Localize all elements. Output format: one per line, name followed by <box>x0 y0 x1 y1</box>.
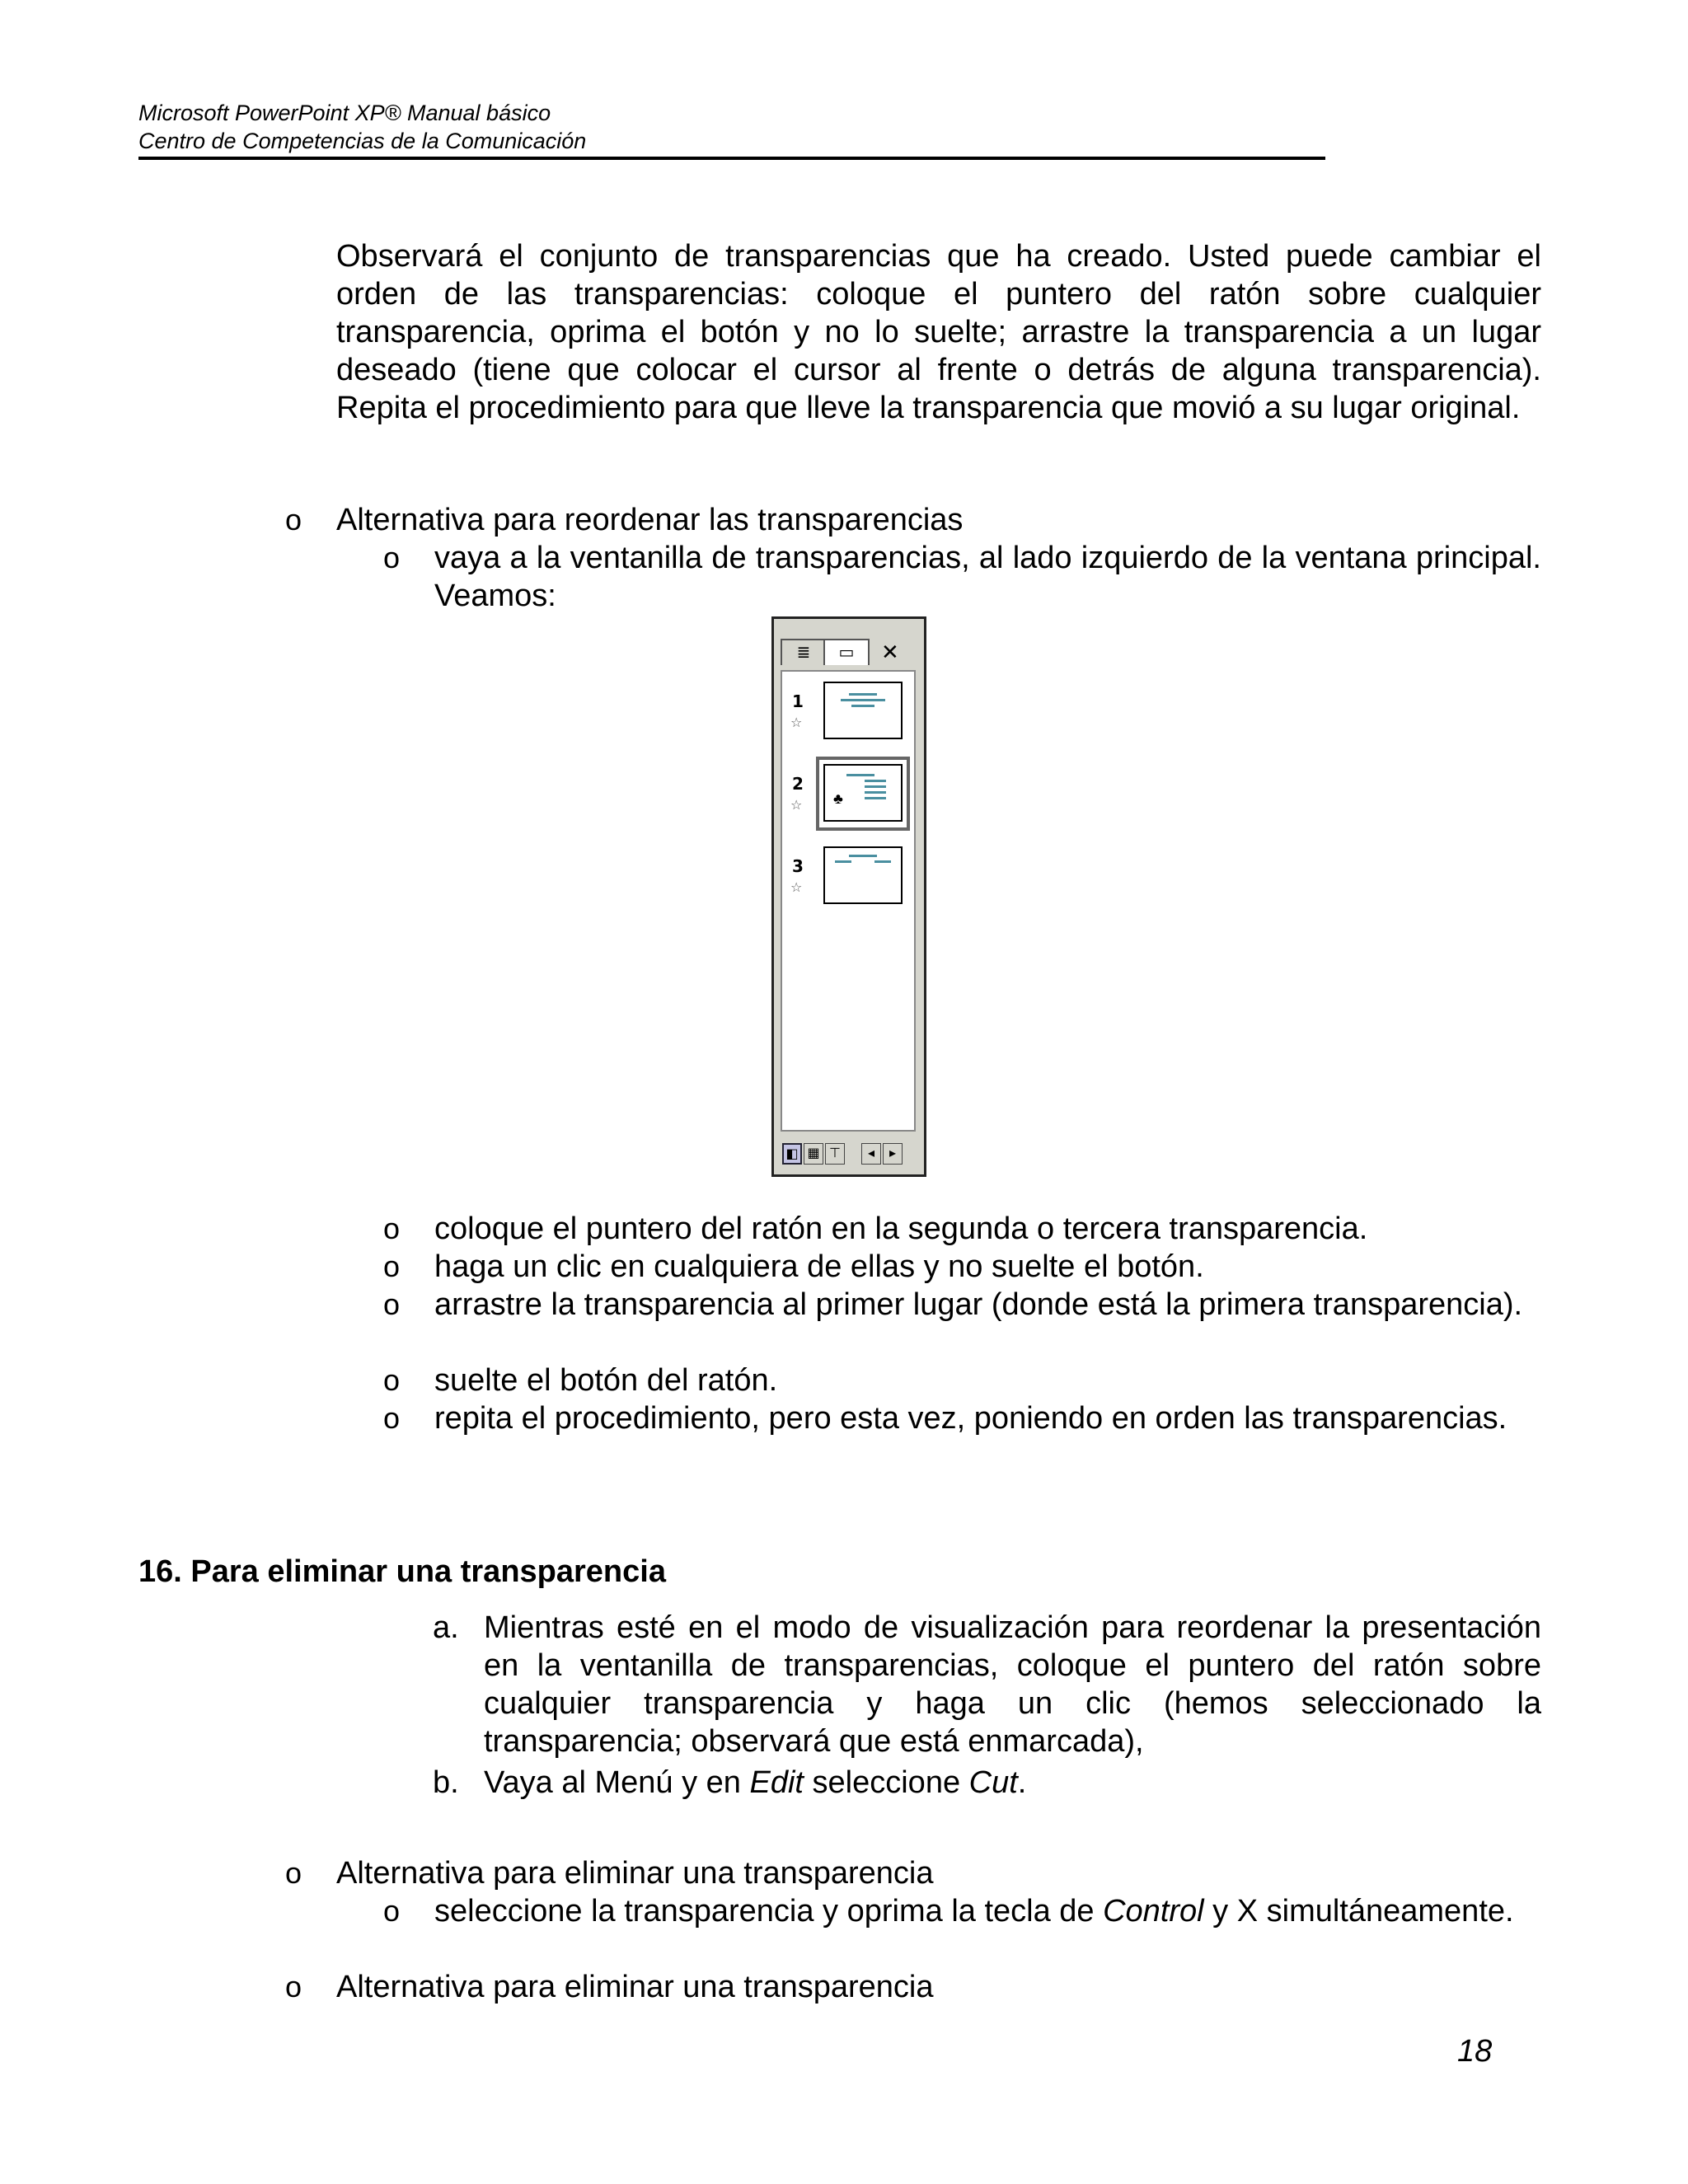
view-buttons-bar <box>781 1140 917 1169</box>
slides-tab[interactable] <box>823 639 870 665</box>
menu-cut: Cut <box>968 1765 1018 1800</box>
bullet-marker: o <box>383 1401 401 1435</box>
alt-delete-sub-item <box>383 1892 1541 1930</box>
bullet-marker: o <box>285 1970 302 2004</box>
outline-icon: ≣ <box>796 644 811 662</box>
slide-thumbnails-list <box>781 670 916 1132</box>
alt-delete-item <box>285 1854 1541 1892</box>
slides-pane-screenshot <box>771 616 926 1177</box>
step-text: coloque el puntero del ratón en la segunda o tercera transparencia. <box>434 1212 1368 1246</box>
header-rule <box>138 157 1325 160</box>
slide-number: 2 <box>792 774 804 794</box>
alt-delete-sub-post: y X simultáneamente. <box>1203 1894 1514 1929</box>
slide-transition-icon: ☆ <box>790 799 803 813</box>
bullet-marker: o <box>285 1856 302 1890</box>
bullet-marker: o <box>285 503 302 537</box>
step-text: suelte el botón del ratón. <box>434 1363 778 1398</box>
alt-reorder-sub-item <box>383 539 1541 615</box>
alt-reorder-item <box>285 501 1541 539</box>
intro-paragraph: Observará el conjunto de transparencias que ha creado. Usted puede cambiar el orden de las transparencias: coloque el puntero del ratón sobre cualquier transparencia, oprima el botón y no lo suelte; arrastre la transparencia a un lugar deseado (tiene que colocar el cursor al frente o detrás de alguna transparencia). Repita el procedimiento para que lleve la transparencia que movió a su lugar original. <box>336 239 1541 425</box>
slide-thumbnail-2[interactable] <box>823 764 903 822</box>
page-header <box>138 99 1325 155</box>
page-number: 18 <box>1457 2034 1493 2069</box>
step-item <box>383 1399 1541 1437</box>
list-marker: b. <box>433 1765 459 1800</box>
step-text: arrastre la transparencia al primer lugar (donde está la primera transparencia). <box>434 1287 1523 1322</box>
alt-delete-sub-pre: seleccione la transparencia y oprima la tecla de <box>434 1894 1104 1929</box>
bullet-marker: o <box>383 1287 401 1321</box>
header-subtitle: Centro de Competencias de la Comunicación <box>138 129 587 153</box>
step-text: haga un clic en cualquiera de ellas y no suelte el botón. <box>434 1249 1204 1284</box>
key-control: Control <box>1103 1894 1204 1929</box>
slide-thumbnail-1[interactable] <box>823 682 903 739</box>
slideshow-icon[interactable]: ⊤ <box>825 1143 845 1165</box>
list-item-a-text: Mientras esté en el modo de visualización para reordenar la presentación en la ventanilla de transparencias, coloque el puntero del ratón sobre cualquier transparencia y haga un clic (hemos seleccionado la transparencia; observará que está enmarcada), <box>484 1610 1541 1759</box>
slide-transition-icon: ☆ <box>790 881 803 895</box>
bullet-marker: o <box>383 1212 401 1245</box>
step-text: repita el procedimiento, pero esta vez, poniendo en orden las transparencias. <box>434 1401 1507 1436</box>
list-item-a <box>433 1609 1541 1760</box>
alt-reorder-title: Alternativa para reordenar las transparencias <box>336 503 964 537</box>
slide-thumbnail-3[interactable] <box>823 846 903 904</box>
step-item <box>383 1286 1541 1324</box>
alt-delete-title: Alternativa para eliminar una transparencia <box>336 1856 934 1891</box>
slide-sorter-icon[interactable]: ▦ <box>804 1143 823 1165</box>
slides-icon: ▭ <box>838 644 855 662</box>
bullet-marker: o <box>383 1894 401 1928</box>
scroll-right-icon[interactable]: ▸ <box>883 1143 903 1165</box>
list-item-b-mid: seleccione <box>803 1765 969 1800</box>
close-icon[interactable]: ✕ <box>881 640 899 664</box>
alt-delete-item-2 <box>285 1968 1541 2006</box>
slide-number: 3 <box>792 856 804 876</box>
header-title: Microsoft PowerPoint XP® Manual básico <box>138 101 551 125</box>
step-item <box>383 1210 1541 1248</box>
bullet-marker: o <box>383 541 401 574</box>
normal-view-icon[interactable]: ◧ <box>782 1143 802 1165</box>
alt-delete-sub-text <box>434 1892 1541 1930</box>
slide-number: 1 <box>792 691 804 711</box>
list-item-b-pre: Vaya al Menú y en <box>484 1765 750 1800</box>
bullet-marker: o <box>383 1363 401 1397</box>
list-item-b <box>433 1764 1541 1802</box>
scroll-left-icon[interactable]: ◂ <box>861 1143 881 1165</box>
alt-reorder-sub-text: vaya a la ventanilla de transparencias, al lado izquierdo de la ventana principal. Veamos: <box>434 541 1541 613</box>
list-marker: a. <box>433 1610 459 1645</box>
step-item <box>383 1248 1541 1286</box>
menu-edit: Edit <box>749 1765 804 1800</box>
slide-transition-icon: ☆ <box>790 716 803 730</box>
bullet-marker: o <box>383 1249 401 1283</box>
section-heading: 16. Para eliminar una transparencia <box>138 1554 666 1589</box>
list-item-b-post: . <box>1017 1765 1027 1800</box>
step-item <box>383 1361 1541 1399</box>
alt-delete-title-2: Alternativa para eliminar una transparencia <box>336 1970 934 2004</box>
clipart-icon: ♣ <box>833 790 843 807</box>
outline-tab[interactable] <box>781 639 827 665</box>
